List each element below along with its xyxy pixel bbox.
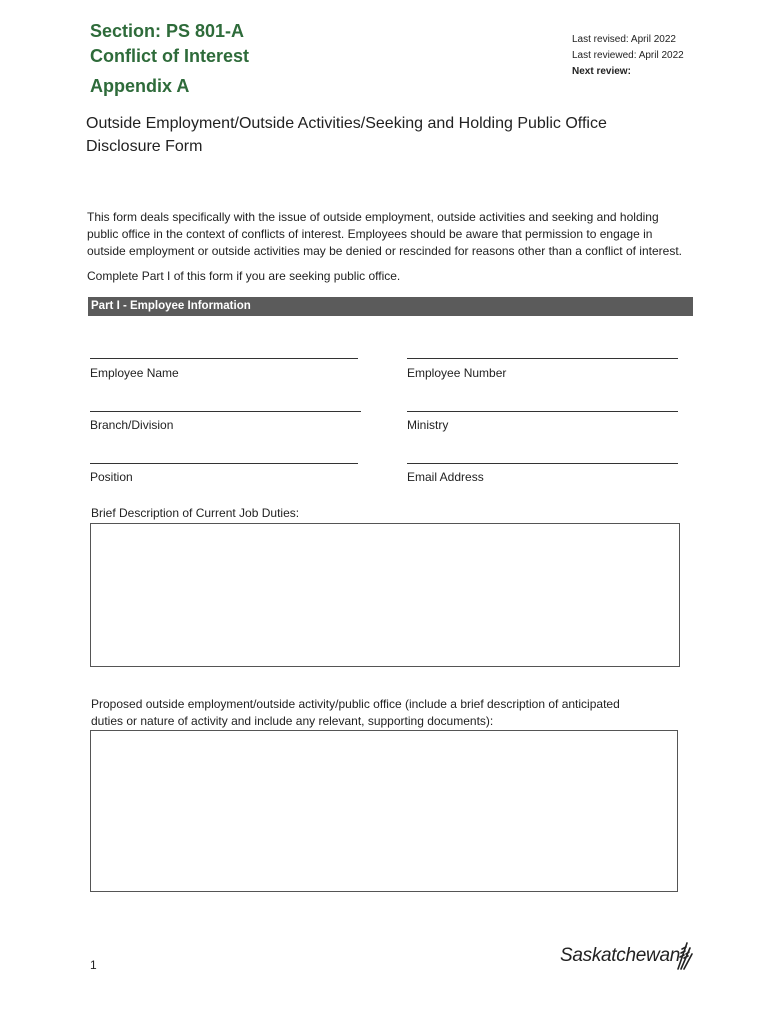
ministry-label: Ministry	[407, 418, 449, 432]
employee-name-label: Employee Name	[90, 366, 179, 380]
form-title-line-2: Disclosure Form	[86, 138, 203, 155]
last-reviewed: Last reviewed: April 2022	[572, 50, 684, 61]
last-revised: Last revised: April 2022	[572, 34, 676, 45]
position-label: Position	[90, 470, 133, 484]
instruction-text: Complete Part I of this form if you are seeking public office.	[87, 269, 401, 283]
form-title-line-1: Outside Employment/Outside Activities/Seeking and Holding Public Office	[86, 115, 607, 132]
branch-division-label: Branch/Division	[90, 418, 174, 432]
appendix-title: Appendix A	[90, 76, 190, 96]
intro-line-2: public office in the context of conflicts of interest. Employees should be aware that permission to engage in	[87, 227, 653, 241]
wheat-sheaf-icon	[674, 940, 694, 970]
employee-number-field[interactable]	[407, 358, 678, 359]
email-address-label: Email Address	[407, 470, 484, 484]
ministry-field[interactable]	[407, 411, 678, 412]
proposed-activity-label-line-1: Proposed outside employment/outside activity/public office (include a brief description of anticipated	[91, 697, 620, 711]
position-field[interactable]	[90, 463, 358, 464]
intro-line-1: This form deals specifically with the issue of outside employment, outside activities and seeking and holding	[87, 210, 659, 224]
intro-line-3: outside employment or outside activities may be denied or rescinded for reasons other than a conflict of interest.	[87, 244, 682, 258]
proposed-activity-textbox[interactable]	[90, 730, 678, 892]
branch-division-field[interactable]	[90, 411, 361, 412]
saskatchewan-logo	[560, 940, 695, 972]
job-duties-textbox[interactable]	[90, 523, 680, 667]
topic-title: Conflict of Interest	[90, 46, 250, 66]
page-number: 1	[90, 958, 97, 972]
employee-number-label: Employee Number	[407, 366, 507, 380]
logo-wordmark: Saskatchewan	[560, 945, 680, 966]
employee-name-field[interactable]	[90, 358, 358, 359]
email-address-field[interactable]	[407, 463, 678, 464]
section-title: Section: PS 801-A	[90, 21, 245, 41]
part-1-heading: Part I - Employee Information	[88, 297, 693, 316]
next-review: Next review:	[572, 66, 631, 77]
job-duties-label: Brief Description of Current Job Duties:	[91, 506, 300, 520]
proposed-activity-label-line-2: duties or nature of activity and include any relevant, supporting documents):	[91, 714, 494, 728]
